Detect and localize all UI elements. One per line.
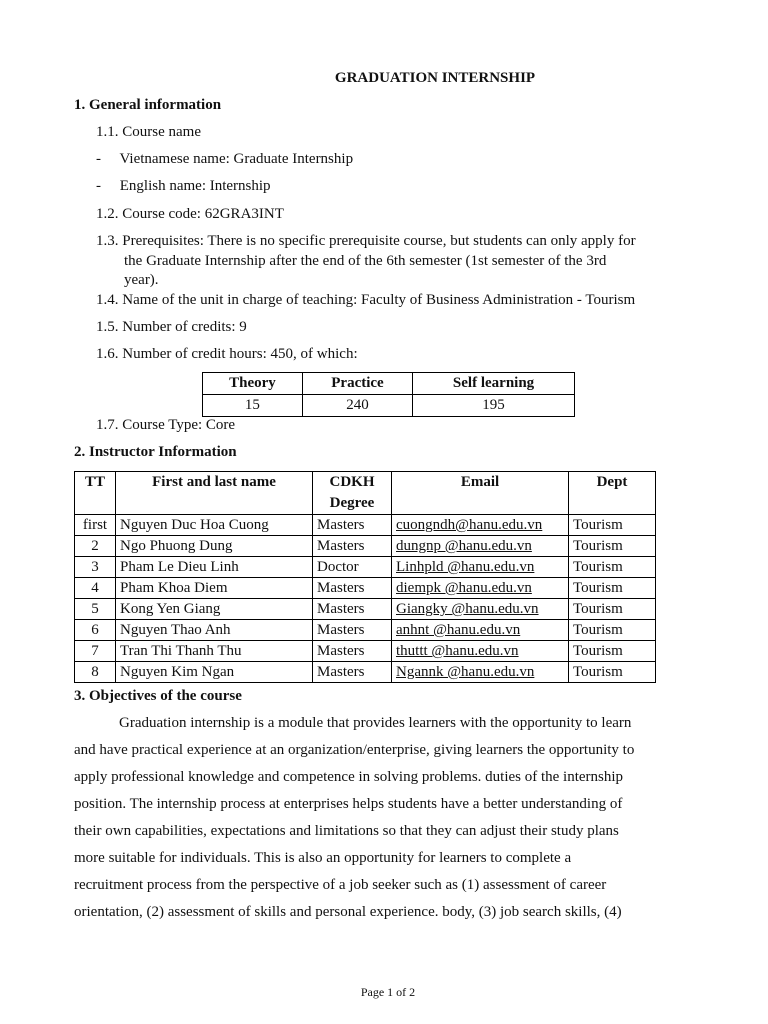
instructor-email-link[interactable]: anhnt @hanu.edu.vn <box>392 620 569 641</box>
vietnamese-name: - Vietnamese name: Graduate Internship <box>96 151 354 167</box>
header-practice: Practice <box>302 373 412 395</box>
objective-line-3: apply professional knowledge and competence in solving problems. duties of the internship <box>74 769 624 785</box>
header-email: Email <box>392 472 569 515</box>
teaching-unit: 1.4. Name of the unit in charge of teaching: Faculty of Business Administration - Tourism <box>96 292 636 308</box>
objective-line-4: position. The internship process at enterprises helps students have a better understanding of <box>74 796 623 812</box>
instructor-email-link[interactable]: cuongndh@hanu.edu.vn <box>392 515 569 536</box>
table-row <box>75 578 656 599</box>
self-learning-hours: 195 <box>413 395 575 417</box>
credit-hours-table <box>202 372 575 417</box>
table-header-row <box>75 472 656 515</box>
row-tt: 3 <box>75 557 116 578</box>
practice-hours: 240 <box>302 395 412 417</box>
objective-line-1: Graduation internship is a module that provides learners with the opportunity to learn <box>119 715 632 731</box>
header-self-learning: Self learning <box>413 373 575 395</box>
table-row <box>75 557 656 578</box>
table-row <box>75 641 656 662</box>
instructor-name: Kong Yen Giang <box>116 599 313 620</box>
instructor-name: Nguyen Kim Ngan <box>116 662 313 683</box>
table-row <box>75 536 656 557</box>
prerequisites-line-1: 1.3. Prerequisites: There is no specific prerequisite course, but students can only apply for <box>96 233 636 249</box>
instructor-dept: Tourism <box>569 641 656 662</box>
instructor-dept: Tourism <box>569 662 656 683</box>
row-tt: first <box>75 515 116 536</box>
number-of-credits: 1.5. Number of credits: 9 <box>96 319 247 335</box>
instructor-degree: Masters <box>313 578 392 599</box>
instructor-dept: Tourism <box>569 599 656 620</box>
instructor-email-link[interactable]: Ngannk @hanu.edu.vn <box>392 662 569 683</box>
instructor-name: Ngo Phuong Dung <box>116 536 313 557</box>
row-tt: 8 <box>75 662 116 683</box>
instructor-email-link[interactable]: diempk @hanu.edu.vn <box>392 578 569 599</box>
instructor-email-link[interactable]: Linhpld @hanu.edu.vn <box>392 557 569 578</box>
row-tt: 7 <box>75 641 116 662</box>
objective-line-7: recruitment process from the perspective of a job seeker such as (1) assessment of career <box>74 877 607 893</box>
header-dept: Dept <box>569 472 656 515</box>
section-1-heading: 1. General information <box>74 97 222 113</box>
instructor-name: Tran Thi Thanh Thu <box>116 641 313 662</box>
instructor-degree: Masters <box>313 641 392 662</box>
instructor-email-link[interactable]: thuttt @hanu.edu.vn <box>392 641 569 662</box>
table-header-row <box>203 373 575 395</box>
instructor-name: Nguyen Thao Anh <box>116 620 313 641</box>
objective-line-6: more suitable for individuals. This is also an opportunity for learners to complete a <box>74 850 572 866</box>
objective-line-8: orientation, (2) assessment of skills and personal experience. body, (3) job search skills, (4) <box>74 904 622 920</box>
instructor-table <box>74 471 656 683</box>
course-name-label: 1.1. Course name <box>96 124 201 140</box>
theory-hours: 15 <box>203 395 303 417</box>
instructor-dept: Tourism <box>569 515 656 536</box>
table-row <box>75 599 656 620</box>
instructor-name: Pham Le Dieu Linh <box>116 557 313 578</box>
row-tt: 2 <box>75 536 116 557</box>
instructor-dept: Tourism <box>569 620 656 641</box>
row-tt: 6 <box>75 620 116 641</box>
course-code: 1.2. Course code: 62GRA3INT <box>96 206 284 222</box>
header-name: First and last name <box>116 472 313 515</box>
section-3-heading: 3. Objectives of the course <box>74 688 242 704</box>
instructor-email-link[interactable]: Giangky @hanu.edu.vn <box>392 599 569 620</box>
row-tt: 5 <box>75 599 116 620</box>
instructor-email-link[interactable]: dungnp @hanu.edu.vn <box>392 536 569 557</box>
prerequisites-line-2: the Graduate Internship after the end of the 6th semester (1st semester of the 3rd <box>124 253 607 269</box>
instructor-degree: Masters <box>313 662 392 683</box>
row-tt: 4 <box>75 578 116 599</box>
credit-hours: 1.6. Number of credit hours: 450, of which: <box>96 346 358 362</box>
english-name: - English name: Internship <box>96 178 271 194</box>
header-theory: Theory <box>203 373 303 395</box>
instructor-degree: Masters <box>313 536 392 557</box>
header-degree <box>313 472 392 515</box>
header-degree-line-2: Degree <box>329 495 375 511</box>
objective-line-2: and have practical experience at an organization/enterprise, giving learners the opportunity to <box>74 742 635 758</box>
instructor-name: Pham Khoa Diem <box>116 578 313 599</box>
table-row <box>203 395 575 417</box>
document-title: GRADUATION INTERNSHIP <box>334 70 536 86</box>
instructor-degree: Masters <box>313 599 392 620</box>
instructor-dept: Tourism <box>569 578 656 599</box>
course-type: 1.7. Course Type: Core <box>96 417 236 433</box>
page-number: Page 1 of 2 <box>360 985 416 999</box>
instructor-dept: Tourism <box>569 536 656 557</box>
objective-line-5: their own capabilities, expectations and limitations so that they can adjust their study plans <box>74 823 619 839</box>
instructor-degree: Masters <box>313 515 392 536</box>
table-row <box>75 515 656 536</box>
instructor-degree: Masters <box>313 620 392 641</box>
instructor-name: Nguyen Duc Hoa Cuong <box>116 515 313 536</box>
table-row <box>75 662 656 683</box>
instructor-dept: Tourism <box>569 557 656 578</box>
table-row <box>75 620 656 641</box>
header-tt: TT <box>75 472 116 515</box>
instructor-degree: Doctor <box>313 557 392 578</box>
section-2-heading: 2. Instructor Information <box>74 444 237 460</box>
prerequisites-line-3: year). <box>124 272 159 288</box>
header-degree-line-1: CDKH <box>329 474 375 490</box>
